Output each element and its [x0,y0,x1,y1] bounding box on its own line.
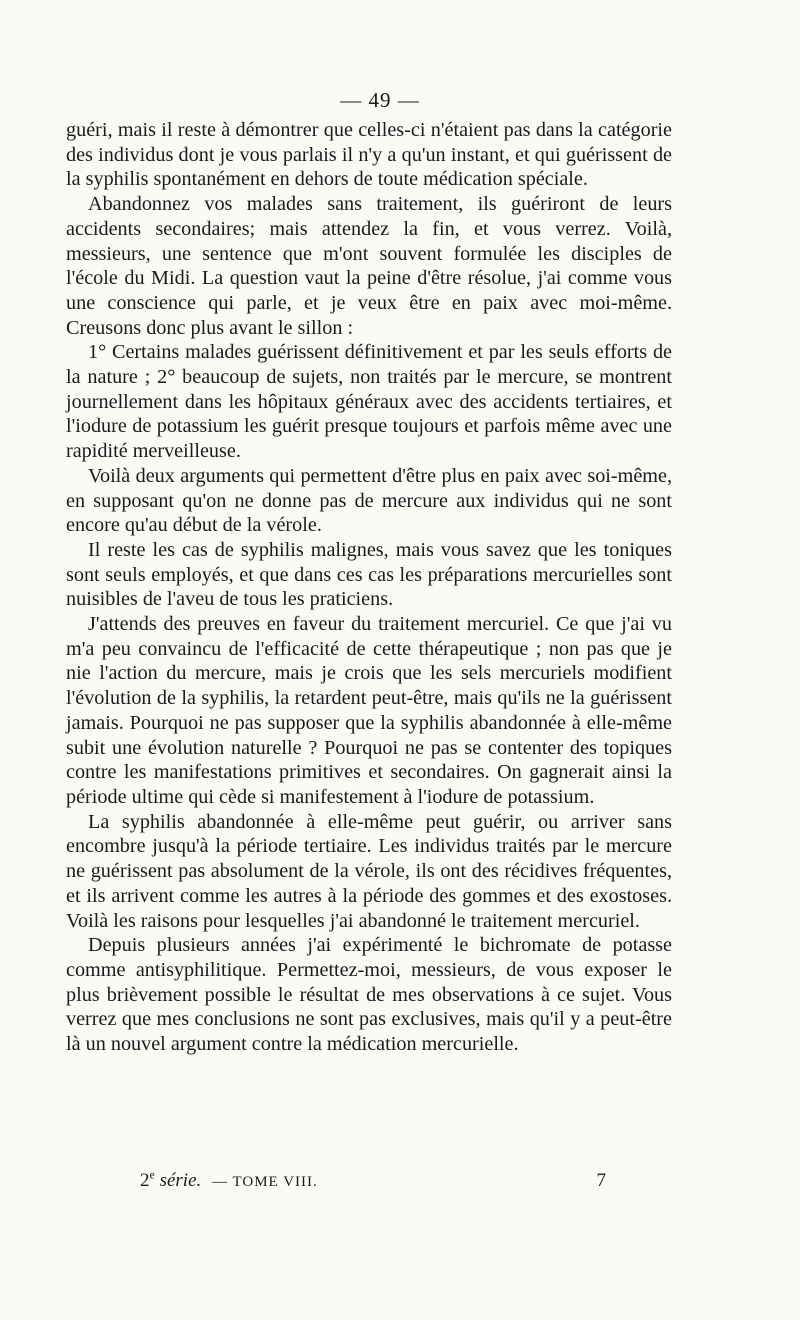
series-number: 2 [140,1170,150,1191]
tome-label: — TOME VIII. [212,1174,318,1190]
paragraph-3: 1° Certains malades guérissent définitivement et par les seuls efforts de la nature ; 2° beaucoup de sujets, non traités par le mercure, se montrent journellement dans les hôpitaux généraux avec des accidents tertiaires, et l'iodure de potassium les guérit presque toujours et parfois même avec une rapidité merveilleuse. [66,341,672,463]
paragraph-6: J'attends des preuves en faveur du traitement mercuriel. Ce que j'ai vu m'a peu convaincu de l'efficacité de cette thérapeutique ; non pas que je nie l'action du mercure, mais je crois que les sels mercuriels modifient l'évolution de la syphilis, la retardent peut-être, mais qu'ils ne la guérissent jamais. Pourquoi ne pas supposer que la syphilis abandonnée à elle-même subit une évolution naturelle ? Pourquoi ne pas se contenter des topiques contre les manifestations primitives et secondaires. On gagnerait ainsi la période ultime qui cède si manifestement à l'iodure de potassium. [66,613,672,808]
page-number: — 49 — [340,88,420,112]
series-superscript: e [149,1167,155,1182]
paragraph-7: La syphilis abandonnée à elle-même peut guérir, ou arriver sans encombre jusqu'à la période tertiaire. Les individus traités par le mercure ne guérissent pas absolument de la vérole, ils ont des récidives fréquentes, et ils arrivent comme les autres à la période des gommes et des exostoses. Voilà les raisons pour lesquelles j'ai abandonné le traitement mercuriel. [66,810,672,932]
series-text: série. [159,1170,202,1191]
paragraph-1: guéri, mais il reste à démontrer que celles-ci n'étaient pas dans la catégorie des individus dont je vous parlais il n'y a qu'un instant, et qui guérissent de la syphilis spontanément en dehors de toute médication spéciale. [66,119,672,191]
paragraph-5: Il reste les cas de syphilis malignes, mais vous savez que les toniques sont seuls employés, et que dans ces cas les préparations mercurielles sont nuisibles de l'aveu de tous les praticiens. [66,538,672,611]
signature-mark: 7 [596,1170,606,1191]
paragraph-4: Voilà deux arguments qui permettent d'être plus en paix avec soi-même, en supposant qu'on ne donne pas de mercure aux individus qui ne sont encore qu'au début de la vérole. [66,464,672,537]
body-text [66,118,672,1057]
series-label [140,1167,318,1192]
paragraph-8: Depuis plusieurs années j'ai expérimenté le bichromate de potasse comme antisyphilitique. Permettez-moi, messieurs, de vous exposer le plus brièvement possible le résultat de mes observations à ce sujet. Vous verrez que mes conclusions ne sont pas exclusives, mais qu'il y a peut-être là un nouvel argument contre la médication mercurielle. [66,934,672,1056]
footer [140,1167,606,1192]
paragraph-2: Abandonnez vos malades sans traitement, ils guériront de leurs accidents secondaires; mais attendez la fin, et vous verrez. Voilà, messieurs, une sentence que m'ont souvent formulée les disciples de l'école du Midi. La question vaut la peine d'être résolue, j'ai comme vous une conscience qui parle, et je veux être en paix avec moi-même. Creusons donc plus avant le sillon : [66,193,672,339]
